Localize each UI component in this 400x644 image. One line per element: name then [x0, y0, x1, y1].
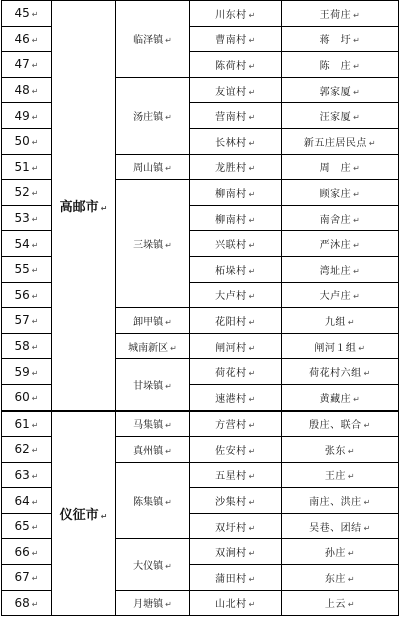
- place-cell: 蒋 圩 ↵: [282, 26, 399, 52]
- table-row: [2, 411, 399, 437]
- place-cell: 张东 ↵: [282, 437, 399, 463]
- city-cell: 仪征市 ↵: [52, 411, 116, 616]
- row-number: 61 ↵: [2, 411, 52, 437]
- village-cell: 曹南村 ↵: [190, 26, 282, 52]
- town-cell: 马集镇 ↵: [116, 411, 190, 437]
- place-cell: 南庄、洪庄 ↵: [282, 488, 399, 514]
- place-cell: 荷花村六组 ↵: [282, 359, 399, 385]
- place-cell: 周 庄 ↵: [282, 154, 399, 180]
- place-cell: 大卢庄 ↵: [282, 282, 399, 308]
- row-number: 52 ↵: [2, 180, 52, 206]
- row-number: 58 ↵: [2, 333, 52, 359]
- village-cell: 五星村 ↵: [190, 462, 282, 488]
- place-cell: 南舍庄 ↵: [282, 205, 399, 231]
- town-cell: 三垛镇 ↵: [116, 180, 190, 308]
- row-number: 46 ↵: [2, 26, 52, 52]
- city-cell: 高邮市 ↵: [52, 1, 116, 411]
- village-cell: 蒲田村 ↵: [190, 565, 282, 591]
- village-cell: 山北村 ↵: [190, 590, 282, 616]
- village-cell: 花阳村 ↵: [190, 308, 282, 334]
- village-cell: 柳南村 ↵: [190, 180, 282, 206]
- place-cell: 吴巷、团结 ↵: [282, 513, 399, 539]
- place-cell: 殷庄、联合 ↵: [282, 411, 399, 437]
- village-cell: 速港村 ↵: [190, 384, 282, 410]
- row-number: 45 ↵: [2, 1, 52, 27]
- village-cell: 陈荷村 ↵: [190, 52, 282, 78]
- row-number: 66 ↵: [2, 539, 52, 565]
- village-cell: 龙胜村 ↵: [190, 154, 282, 180]
- row-number: 62 ↵: [2, 437, 52, 463]
- village-cell: 荷花村 ↵: [190, 359, 282, 385]
- village-cell: 方营村 ↵: [190, 411, 282, 437]
- row-number: 57 ↵: [2, 308, 52, 334]
- row-number: 48 ↵: [2, 77, 52, 103]
- village-cell: 友谊村 ↵: [190, 77, 282, 103]
- place-cell: 郭家厦 ↵: [282, 77, 399, 103]
- row-number: 54 ↵: [2, 231, 52, 257]
- town-cell: 陈集镇 ↵: [116, 462, 190, 539]
- place-cell: 湾址庄 ↵: [282, 256, 399, 282]
- town-cell: 月塘镇 ↵: [116, 590, 190, 616]
- row-number: 68 ↵: [2, 590, 52, 616]
- place-cell: 黄藏庄 ↵: [282, 384, 399, 410]
- town-cell: 汤庄镇 ↵: [116, 77, 190, 154]
- row-number: 56 ↵: [2, 282, 52, 308]
- table-row: [2, 1, 399, 27]
- village-cell: 营南村 ↵: [190, 103, 282, 129]
- town-cell: 甘垛镇 ↵: [116, 359, 190, 411]
- row-number: 60 ↵: [2, 384, 52, 410]
- town-cell: 大仪镇 ↵: [116, 539, 190, 590]
- row-number: 67 ↵: [2, 565, 52, 591]
- place-cell: 严沐庄 ↵: [282, 231, 399, 257]
- place-cell: 新五庄居民点 ↵: [282, 128, 399, 154]
- row-number: 51 ↵: [2, 154, 52, 180]
- village-cell: 沙集村 ↵: [190, 488, 282, 514]
- village-cell: 闸河村 ↵: [190, 333, 282, 359]
- village-cell: 佐安村 ↵: [190, 437, 282, 463]
- village-table: [1, 0, 399, 616]
- row-number: 50 ↵: [2, 128, 52, 154]
- place-cell: 九组 ↵: [282, 308, 399, 334]
- town-cell: 城南新区 ↵: [116, 333, 190, 359]
- village-cell: 双涧村 ↵: [190, 539, 282, 565]
- row-number: 59 ↵: [2, 359, 52, 385]
- row-number: 64 ↵: [2, 488, 52, 514]
- row-number: 49 ↵: [2, 103, 52, 129]
- row-number: 55 ↵: [2, 256, 52, 282]
- town-cell: 临泽镇 ↵: [116, 1, 190, 78]
- place-cell: 陈 庄 ↵: [282, 52, 399, 78]
- village-cell: 长林村 ↵: [190, 128, 282, 154]
- place-cell: 王庄 ↵: [282, 462, 399, 488]
- town-cell: 真州镇 ↵: [116, 437, 190, 463]
- village-cell: 柳南村 ↵: [190, 205, 282, 231]
- place-cell: 王荷庄 ↵: [282, 1, 399, 27]
- place-cell: 孙庄 ↵: [282, 539, 399, 565]
- place-cell: 东庄 ↵: [282, 565, 399, 591]
- row-number: 63 ↵: [2, 462, 52, 488]
- village-cell: 双圩村 ↵: [190, 513, 282, 539]
- village-cell: 兴联村 ↵: [190, 231, 282, 257]
- row-number: 53 ↵: [2, 205, 52, 231]
- village-cell: 大卢村 ↵: [190, 282, 282, 308]
- row-number: 65 ↵: [2, 513, 52, 539]
- village-cell: 川东村 ↵: [190, 1, 282, 27]
- place-cell: 上云 ↵: [282, 590, 399, 616]
- place-cell: 顾家庄 ↵: [282, 180, 399, 206]
- village-cell: 柘垛村 ↵: [190, 256, 282, 282]
- place-cell: 汪家厦 ↵: [282, 103, 399, 129]
- town-cell: 周山镇 ↵: [116, 154, 190, 180]
- town-cell: 卸甲镇 ↵: [116, 308, 190, 334]
- row-number: 47 ↵: [2, 52, 52, 78]
- place-cell: 闸河１组 ↵: [282, 333, 399, 359]
